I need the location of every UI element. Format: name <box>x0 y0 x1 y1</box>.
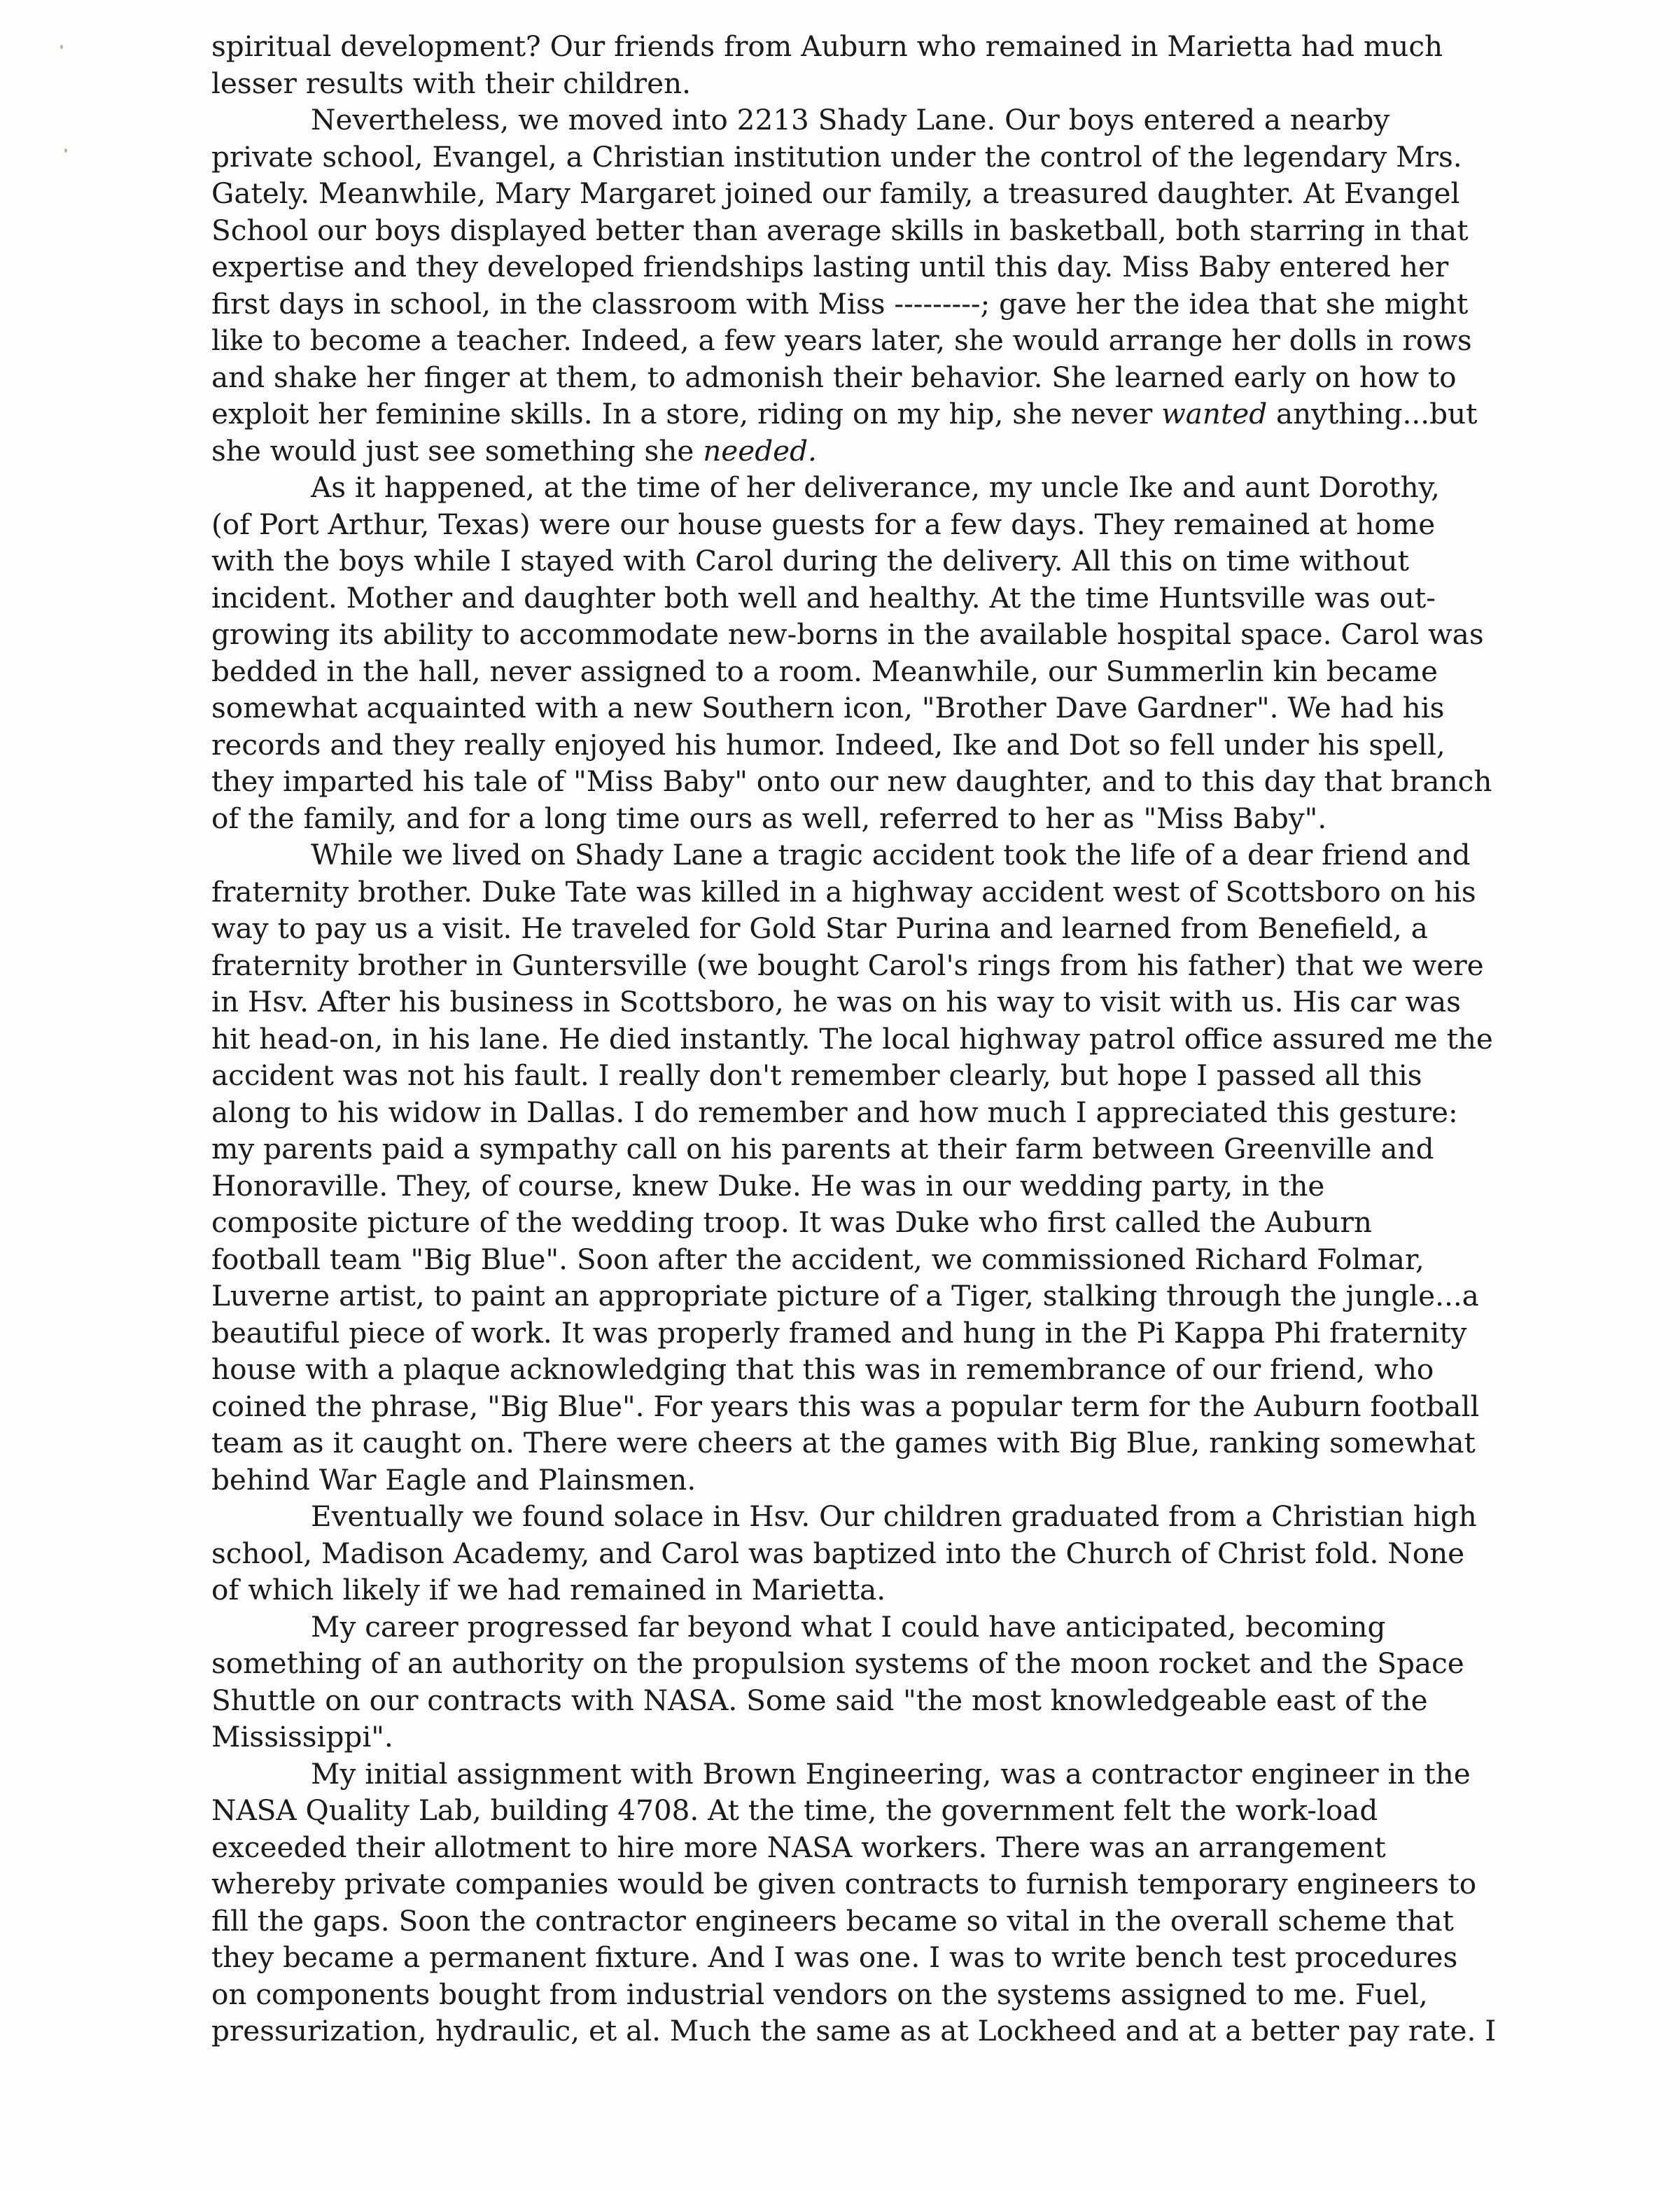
memoir-text <box>211 28 1527 2050</box>
text-line: expertise and they developed friendships lasting until this day. Miss Baby entered her <box>211 250 1449 284</box>
text-line: football team "Big Blue". Soon after the accident, we commissioned Richard Folmar, <box>211 1242 1424 1276</box>
text-line: something of an authority on the propulsion systems of the moon rocket and the Space <box>211 1646 1464 1680</box>
text-line: Luverne artist, to paint an appropriate picture of a Tiger, stalking through the jungle...a <box>211 1279 1479 1312</box>
text-line: Mississippi". <box>211 1720 393 1754</box>
text-line: somewhat acquainted with a new Southern icon, "Brother Dave Gardner". We had his <box>211 691 1445 724</box>
text-line: composite picture of the wedding troop. It was Duke who first called the Auburn <box>211 1205 1372 1239</box>
text-line: spiritual development? Our friends from Auburn who remained in Marietta had much <box>211 29 1443 63</box>
paragraph <box>211 469 1527 836</box>
text-line: records and they really enjoyed his humor. Indeed, Ike and Dot so fell under his spell, <box>211 727 1446 762</box>
text-line: NASA Quality Lab, building 4708. At the time, the government felt the work-load <box>211 1793 1378 1827</box>
text-line: fill the gaps. Soon the contractor engineers became so vital in the overall scheme that <box>211 1903 1454 1938</box>
text-line: incident. Mother and daughter both well and healthy. At the time Huntsville was out- <box>211 580 1436 615</box>
text-line: first days in school, in the classroom with Miss ---------; gave her the idea that she might <box>211 286 1469 321</box>
text-line: and shake her finger at them, to admonish their behavior. She learned early on how to <box>211 360 1457 394</box>
text-line: beautiful piece of work. It was properly framed and hung in the Pi Kappa Phi fraternity <box>211 1315 1467 1350</box>
text-line: of the family, and for a long time ours as well, referred to her as "Miss Baby". <box>211 801 1327 835</box>
text-line: lesser results with their children. <box>211 66 692 100</box>
text-line: school, Madison Academy, and Carol was baptized into the Church of Christ fold. None <box>211 1536 1465 1570</box>
text-line: fraternity brother in Guntersville (we bought Carol's rings from his father) that we were <box>211 948 1484 982</box>
text-line: (of Port Arthur, Texas) were our house guests for a few days. They remained at home <box>211 507 1436 541</box>
text-line: School our boys displayed better than average skills in basketball, both starring in that <box>211 213 1469 247</box>
text-line: exceeded their allotment to hire more NASA workers. There was an arrangement <box>211 1830 1386 1864</box>
text-line: Honoraville. They, of course, knew Duke. He was in our wedding party, in the <box>211 1168 1325 1203</box>
text-line: pressurization, hydraulic, et al. Much the same as at Lockheed and at a better pay rate. I <box>211 2014 1497 2047</box>
paragraph <box>211 1609 1527 1756</box>
text-line: While we lived on Shady Lane a tragic accident took the life of a dear friend and <box>311 838 1471 872</box>
text-line: Eventually we found solace in Hsv. Our children graduated from a Christian high <box>311 1499 1477 1533</box>
text-line: of which likely if we had remained in Marietta. <box>211 1573 886 1606</box>
text-line: way to pay us a visit. He traveled for Gold Star Purina and learned from Benefield, a <box>211 911 1428 945</box>
text-line: hit head-on, in his lane. He died instantly. The local highway patrol office assured me the <box>211 1021 1493 1056</box>
paragraph <box>211 102 1527 469</box>
text-line: behind War Eagle and Plainsmen. <box>211 1462 696 1497</box>
text-line: exploit her feminine skills. In a store, riding on my hip, she never wanted anything...but <box>211 397 1478 430</box>
scan-speck <box>64 148 67 153</box>
text-line: Shuttle on our contracts with NASA. Some said "the most knowledgeable east of the <box>211 1683 1428 1717</box>
text-line: they became a permanent fixture. And I was one. I was to write bench test procedures <box>211 1940 1458 1974</box>
text-line: on components bought from industrial vendors on the systems assigned to me. Fuel, <box>211 1977 1428 2011</box>
text-line: she would just see something she needed. <box>211 433 817 468</box>
text-line: they imparted his tale of "Miss Baby" onto our new daughter, and to this day that branch <box>211 764 1492 798</box>
text-line: My initial assignment with Brown Engineering, was a contractor engineer in the <box>311 1756 1471 1791</box>
scan-speck <box>60 45 63 49</box>
text-line: accident was not his fault. I really don't remember clearly, but hope I passed all this <box>211 1058 1422 1092</box>
text-line: with the boys while I stayed with Carol during the delivery. All this on time without <box>211 544 1409 578</box>
text-line: As it happened, at the time of her deliverance, my uncle Ike and aunt Dorothy, <box>311 470 1440 504</box>
text-line: team as it caught on. There were cheers at the games with Big Blue, ranking somewhat <box>211 1426 1476 1460</box>
text-line: whereby private companies would be given contracts to furnish temporary engineers to <box>211 1867 1477 1900</box>
text-line: my parents paid a sympathy call on his parents at their farm between Greenville and <box>211 1132 1434 1166</box>
text-line: My career progressed far beyond what I could have anticipated, becoming <box>311 1609 1386 1644</box>
paragraph <box>211 1498 1527 1609</box>
text-line: bedded in the hall, never assigned to a room. Meanwhile, our Summerlin kin became <box>211 654 1438 688</box>
text-line: private school, Evangel, a Christian institution under the control of the legendary Mrs. <box>211 139 1462 174</box>
text-line: along to his widow in Dallas. I do remember and how much I appreciated this gesture: <box>211 1095 1458 1129</box>
paragraph <box>211 836 1527 1498</box>
text-line: coined the phrase, "Big Blue". For years this was a popular term for the Auburn football <box>211 1389 1480 1423</box>
paragraph <box>211 1756 1527 2050</box>
text-line: in Hsv. After his business in Scottsboro, he was on his way to visit with us. His car was <box>211 985 1461 1018</box>
emphasis-word: wanted <box>1161 397 1268 430</box>
text-line: like to become a teacher. Indeed, a few years later, she would arrange her dolls in rows <box>211 323 1472 357</box>
text-line: Nevertheless, we moved into 2213 Shady Lane. Our boys entered a nearby <box>311 103 1390 136</box>
text-line: fraternity brother. Duke Tate was killed in a highway accident west of Scottsboro on his <box>211 874 1476 909</box>
text-line: growing its ability to accommodate new-borns in the available hospital space. Carol was <box>211 617 1484 651</box>
paragraph <box>211 28 1527 102</box>
emphasis-word: needed. <box>703 433 817 468</box>
text-line: house with a plaque acknowledging that this was in remembrance of our friend, who <box>211 1352 1434 1386</box>
text-line: Gately. Meanwhile, Mary Margaret joined our family, a treasured daughter. At Evangel <box>211 176 1460 210</box>
